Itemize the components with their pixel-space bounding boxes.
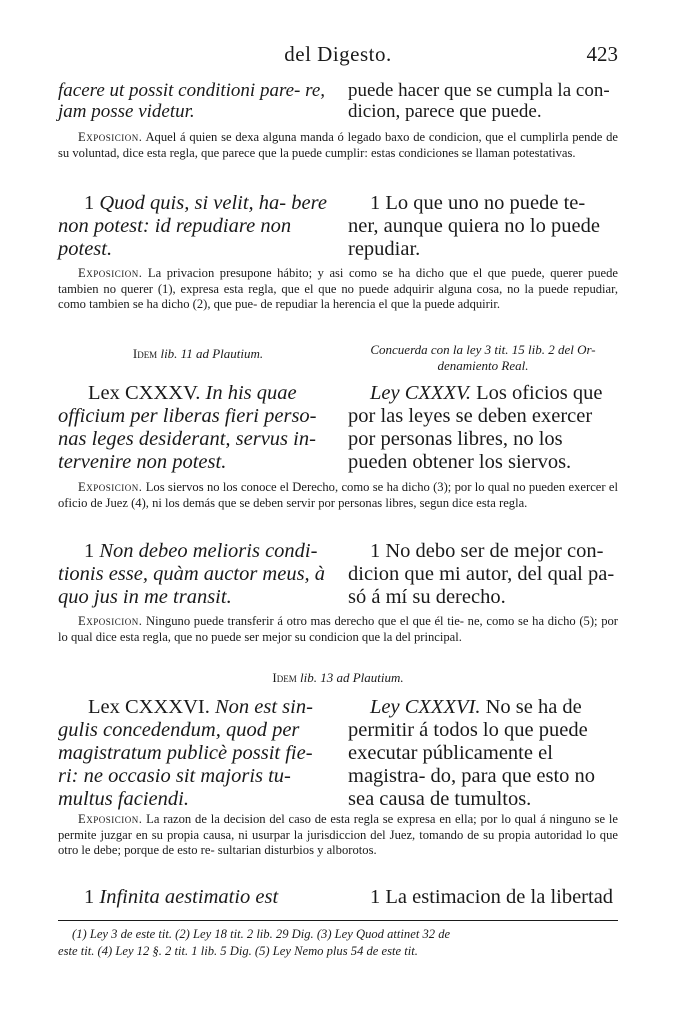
ley-number: Ley CXXXVI. [370, 696, 481, 718]
citation-lead: Idem [132, 346, 158, 361]
section-number: 1 [370, 192, 381, 214]
exposition-2 [58, 266, 618, 313]
exposition-text: La razon de la decision del caso de esta regla se expresa en ella; por lo qual á ninguno se le permite juzgar en su propia causa, ni usurpar la jurisdiccion del Juez, tomando de su propia autoridad lo que otro le debe; porque de esto re- sultarian disturbios y alborotos. [58, 812, 618, 857]
section-number: 1 [370, 886, 381, 908]
spanish-text-body: No debo ser de mejor con- dicion que mi autor, del qual pa- só á mí su derecho. [348, 540, 615, 608]
concordance-note [348, 342, 618, 374]
spanish-text [348, 192, 618, 261]
citation-lead: Idem [272, 670, 297, 685]
latin-text-body: Non debeo melioris condi- tionis esse, quàm auctor meus, à quo jus in me transit. [58, 540, 326, 608]
exposition-text: La privacion presupone hábito; y asi como se ha dicho que el que puede, querer puede tambien no querer (1), expresa esta regla, que el que no puede adquirir alguna cosa, no la puede repudiar, como tambien se ha dicho (2), que pue- de repudiar la herencia el que la puede adquirir. [58, 266, 618, 311]
latin-text [58, 382, 330, 474]
citation-text: lib. 13 ad Plautium. [299, 670, 404, 685]
latin-text: facere ut possit conditioni pare- re, jam posse videtur. [58, 80, 326, 122]
latin-text [58, 886, 330, 909]
section-number: 1 [370, 540, 381, 562]
exposition-label: Exposicion. [78, 266, 143, 280]
ley-number: Ley CXXXV. [370, 382, 471, 404]
running-header [58, 42, 618, 72]
running-title: del Digesto. [284, 42, 392, 66]
latin-text-body: Infinita aestimatio est [99, 886, 279, 908]
exposition-label: Exposicion. [78, 614, 143, 628]
section-number: 1 [84, 540, 95, 562]
citation-source [98, 346, 298, 362]
latin-text [58, 192, 330, 261]
exposition-3 [58, 480, 618, 511]
spanish-text-body: La estimacion de la libertad [385, 886, 614, 908]
exposition-text: Ninguno puede transferir á otro mas derecho que el que él tie- ne, como se ha dicho (5); por lo qual dice esta regla, que no puede ser mejor su condicion que la del principal. [58, 614, 618, 644]
lex-number: Lex CXXXVI. [88, 696, 210, 718]
section-number: 1 [84, 886, 95, 908]
spanish-text [348, 886, 618, 909]
exposition-label: Exposicion. [78, 480, 143, 494]
spanish-text: puede hacer que se cumpla la con- dicion, parece que puede. [348, 80, 610, 122]
spanish-text-body: Los oficios que por las leyes se deben exercer por personas libres, no los pueden obtener los siervos. [348, 382, 603, 473]
page-number: 423 [586, 42, 618, 66]
spanish-text [348, 696, 618, 811]
concordance-text: Concuerda con la ley 3 tit. 15 lib. 2 del Or- denamiento Real. [370, 342, 596, 373]
lex-number: Lex CXXXV. [88, 382, 201, 404]
exposition-5 [58, 812, 618, 859]
exposition-label: Exposicion. [78, 130, 143, 144]
footnote-line: este tit. (4) Ley 12 §. 2 tit. 1 lib. 5 Dig. (5) Ley Nemo plus 54 de este tit. [58, 944, 418, 958]
exposition-4 [58, 614, 618, 645]
exposition-label: Exposicion. [78, 812, 143, 826]
footnote-line: (1) Ley 3 de este tit. (2) Ley 18 tit. 2 lib. 29 Dig. (3) Ley Quod attinet 32 de [72, 927, 451, 941]
latin-text [58, 540, 330, 609]
spanish-text [348, 540, 618, 609]
spanish-text-body: Lo que uno no puede te- ner, aunque quiera no lo puede repudiar. [348, 192, 600, 260]
citation-source [58, 670, 618, 686]
latin-text-body: Non est sin- gulis concedendum, quod per magistratum publicè possit fie- ri: ne occasio sit majoris tu- multus faciendi. [58, 696, 313, 810]
latin-text [58, 696, 330, 811]
footnote-divider [58, 920, 618, 921]
section-number: 1 [84, 192, 95, 214]
spanish-text [348, 382, 618, 474]
latin-text-body: In his quae officium per liberas fieri perso- nas leges desiderant, servus in- tervenire non potest. [58, 382, 317, 473]
exposition-1 [58, 130, 618, 161]
latin-text-body: Quod quis, si velit, ha- bere non potest: id repudiare non potest. [58, 192, 327, 260]
citation-text: lib. 11 ad Plautium. [160, 346, 264, 361]
spanish-text-body: No se ha de permitir á todos lo que puede executar públicamente el magistra- do, para que esto no sea causa de tumultos. [348, 696, 596, 810]
footnotes [58, 926, 618, 960]
exposition-text: Los siervos no los conoce el Derecho, como se ha dicho (3); por lo qual no pueden exercer el oficio de Juez (4), ni los demás que se deben servir por personas libres, segun dice esta regla. [58, 480, 618, 510]
exposition-text: Aquel á quien se dexa alguna manda ó legado baxo de condicion, que el cumplirla pende de su voluntad, dice esta regla, que parece que la puede cumplir: estas condiciones se llaman potestativas. [58, 130, 618, 160]
